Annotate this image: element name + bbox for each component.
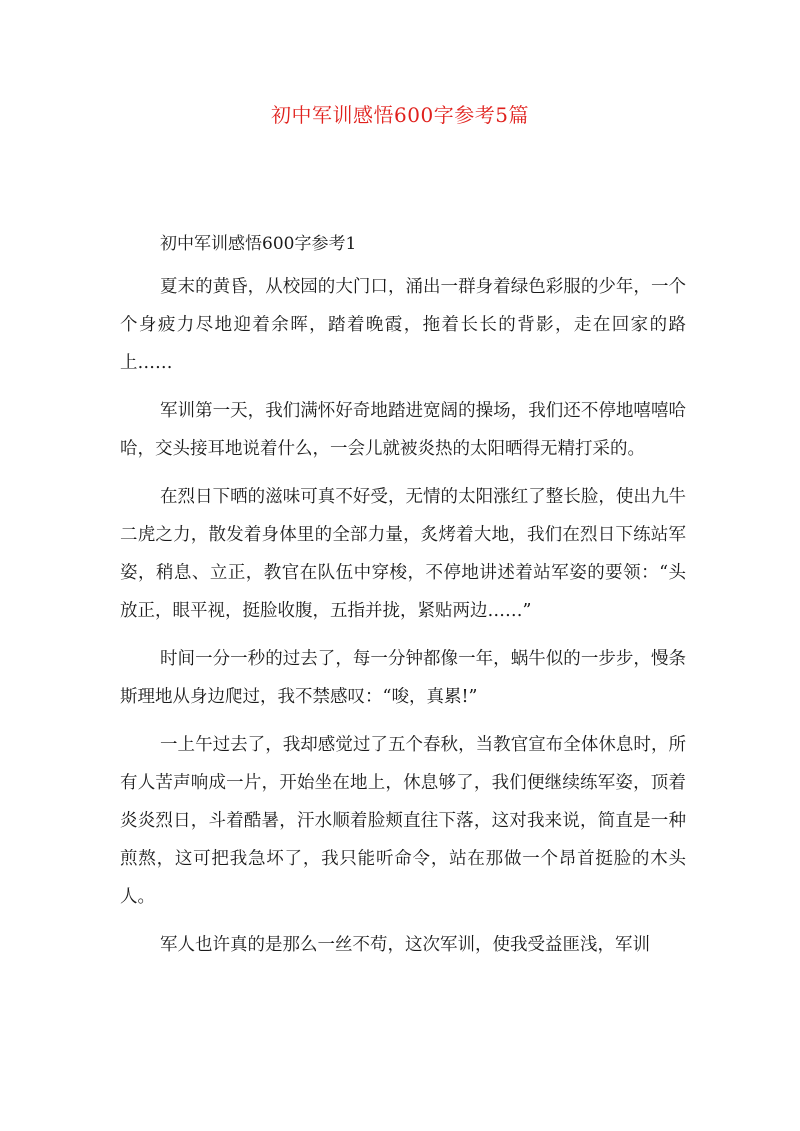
paragraph-2: 军训第一天，我们满怀好奇地踏进宽阔的操场，我们还不停地嘻嘻哈哈，交头接耳地说着什么，一会儿就被炎热的太阳晒得无精打采的。 <box>120 401 686 459</box>
paragraph-1: 夏末的黄昏，从校园的大门口，涌出一群身着绿色彩服的少年，一个个身疲力尽地迎着余晖，踏着晚霞，拖着长长的背影，走在回家的路上…… <box>120 277 686 373</box>
document-title: 初中军训感悟600字参考5篇 <box>271 103 529 127</box>
paragraph-3: 在烈日下晒的滋味可真不好受，无情的太阳涨红了整长脸，使出九牛二虎之力，散发着身体里的全部力量，炙烤着大地，我们在烈日下练站军姿，稍息、立正，教官在队伍中穿梭，不停地讲述着站军姿的要领：“头放正，眼平视，挺脸收腹，五指并拢，紧贴两边……” <box>120 487 686 621</box>
paragraph-5: 一上午过去了，我却感觉过了五个春秋，当教官宣布全体休息时，所有人苦声响成一片，开始坐在地上，休息够了，我们便继续练军姿，顶着炎炎烈日，斗着酷暑，汗水顺着脸颊直往下落，这对我来说，简直是一种煎熬，这可把我急坏了，我只能听命令，站在那做一个昂首挺脸的木头人。 <box>120 735 686 907</box>
paragraph-6: 军人也许真的是那么一丝不苟，这次军训，使我受益匪浅，军训 <box>160 935 650 955</box>
document-body <box>120 230 686 974</box>
paragraph-4: 时间一分一秒的过去了，每一分钟都像一年，蜗牛似的一步步，慢条斯理地从身边爬过，我不禁感叹：“唆，真累!” <box>120 649 686 707</box>
section-heading: 初中军训感悟600字参考1 <box>160 234 357 254</box>
